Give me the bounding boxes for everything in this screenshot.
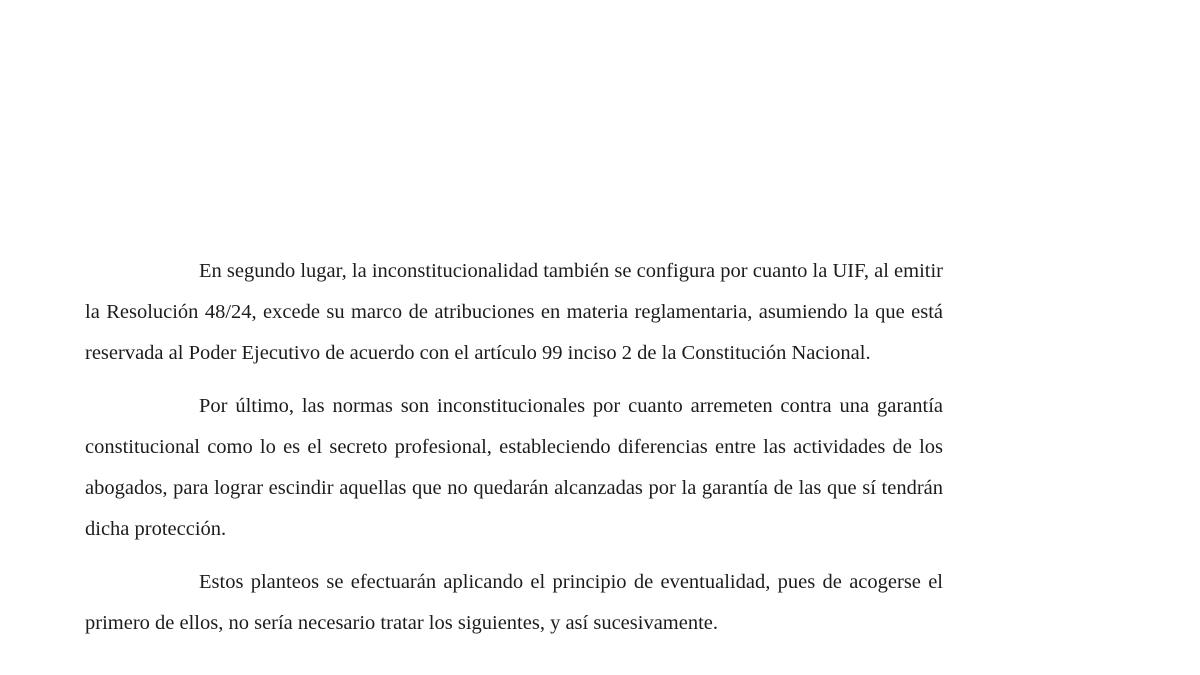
document-body (85, 251, 943, 644)
paragraph-professional-secrecy: Por último, las normas son inconstitucionales por cuanto arremeten contra una garantía constitucional como lo es el secreto profesional, estableciendo diferencias entre las actividades de los abogados, para lograr escindir aquellas que no quedarán alcanzadas por la garantía de las que sí tendrán dicha protección. (85, 395, 943, 540)
paragraph-unconstitutionality-uif: En segundo lugar, la inconstitucionalidad también se configura por cuanto la UIF, al emitir la Resolución 48/24, excede su marco de atribuciones en materia reglamentaria, asumiendo la que está reservada al Poder Ejecutivo de acuerdo con el artículo 99 inciso 2 de la Constitución Nacional. (85, 260, 943, 364)
paragraph-eventuality-principle: Estos planteos se efectuarán aplicando el principio de eventualidad, pues de acogerse el primero de ellos, no sería necesario tratar los siguientes, y así sucesivamente. (85, 571, 943, 634)
